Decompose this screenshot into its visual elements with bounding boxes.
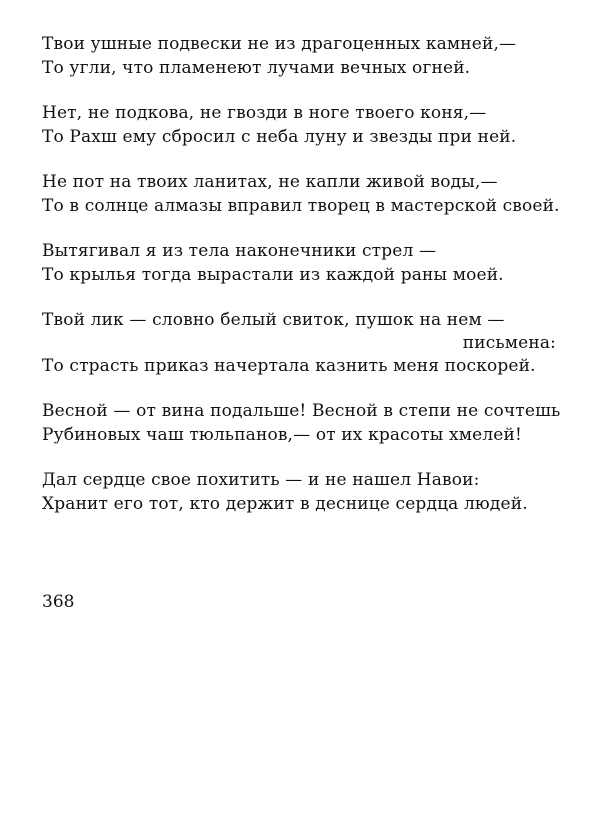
- verse-line: Нет, не подкова, не гвозди в ноге твоего коня,—: [42, 103, 487, 123]
- verse-line: Рубиновых чаш тюльпанов,— от их красоты хмелей!: [42, 425, 522, 445]
- verse-line: Весной — от вина подальше! Весной в степи не сочтешь: [42, 401, 561, 421]
- verse-line: Не пот на твоих ланитах, не капли живой воды,—: [42, 172, 498, 192]
- page-number: 368: [42, 592, 75, 612]
- verse-line-continuation: письмена:: [462, 333, 556, 353]
- verse-line: То в солнце алмазы вправил творец в мастерской своей.: [42, 196, 560, 216]
- poem: [42, 32, 562, 537]
- verse-line: То крылья тогда вырастали из каждой раны моей.: [42, 265, 504, 285]
- stanza-2: [42, 101, 562, 149]
- verse-line: Дал сердце свое похитить — и не нашел Навои:: [42, 470, 480, 490]
- stanza-4: [42, 239, 562, 287]
- stanza-6: [42, 399, 562, 447]
- verse-line: То страсть приказ начертала казнить меня поскорей.: [42, 356, 536, 376]
- stanza-3: [42, 170, 562, 218]
- stanza-5: [42, 308, 562, 378]
- verse-line: Твой лик — словно белый свиток, пушок на нем —: [42, 310, 505, 330]
- verse-line: Вытягивал я из тела наконечники стрел —: [42, 241, 437, 261]
- verse-line: Твои ушные подвески не из драгоценных камней,—: [42, 34, 517, 54]
- verse-line: То угли, что пламенеют лучами вечных огней.: [42, 58, 471, 78]
- verse-line: Хранит его тот, кто держит в деснице сердца людей.: [42, 494, 528, 514]
- stanza-1: [42, 32, 562, 80]
- verse-line: То Рахш ему сбросил с неба луну и звезды при ней.: [42, 127, 517, 147]
- stanza-7: [42, 468, 562, 516]
